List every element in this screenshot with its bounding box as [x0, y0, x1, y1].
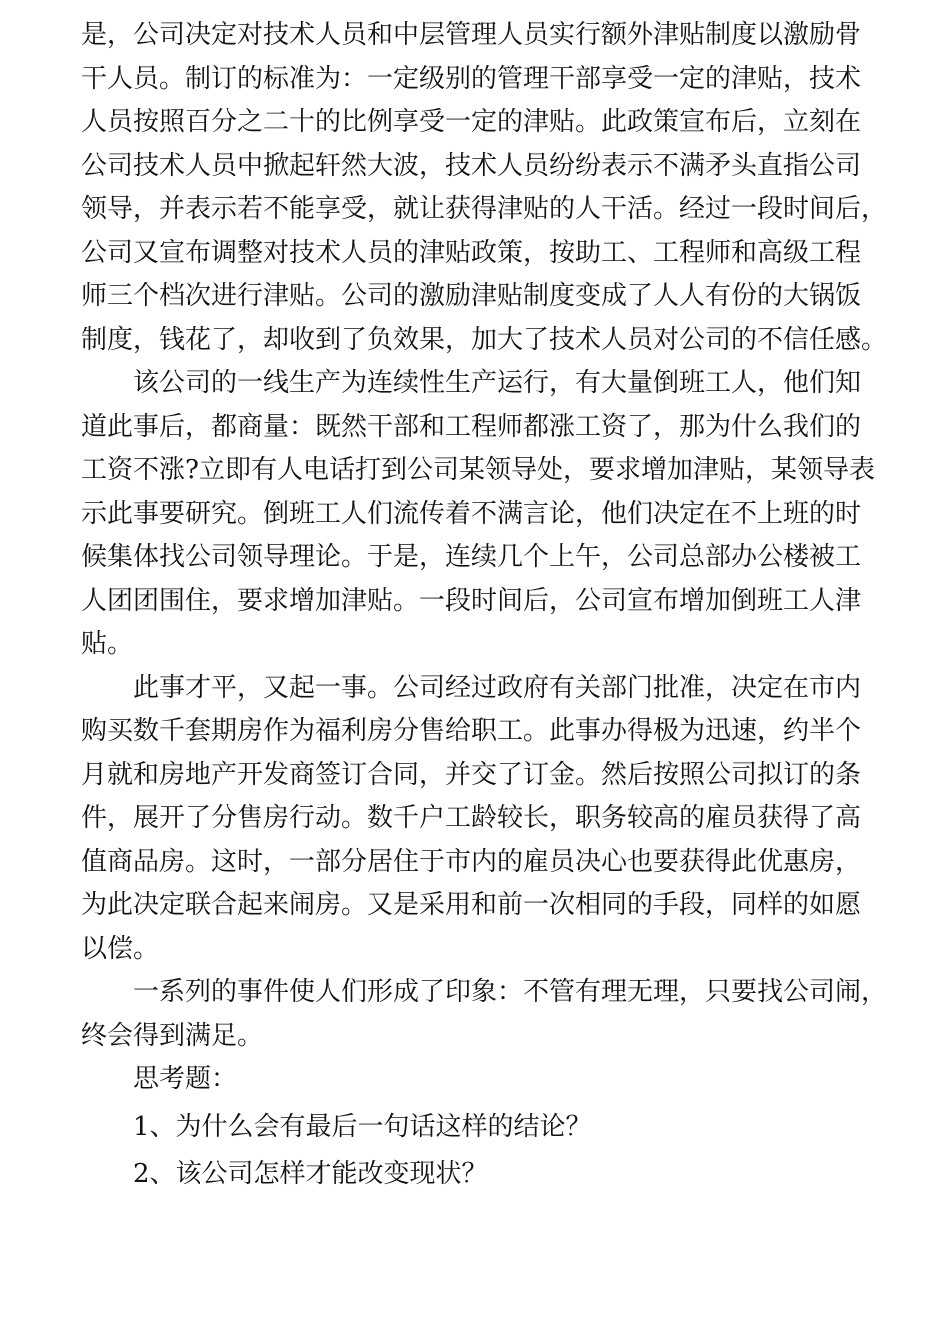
text-line: 师三个档次进行津贴。公司的激励津贴制度变成了人人有份的大锅饭: [81, 281, 862, 311]
question-item-1: 1、为什么会有最后一句话这样的结论？: [133, 1111, 592, 1142]
paragraph-3: [81, 667, 881, 972]
text-line: 终会得到满足。: [81, 1020, 264, 1051]
text-line: 人团团围住，要求增加津贴。一段时间后，公司宣布增加倒班工人津: [81, 585, 862, 616]
text-line: 公司技术人员中掀起轩然大波，技术人员纷纷表示不满矛头直指公司: [81, 150, 862, 181]
text-line: 月就和房地产开发商签订合同，并交了订金。然后按照公司拟订的条: [81, 759, 862, 790]
questions-section: [81, 1058, 881, 1197]
text-line: 工资不涨?立即有人电话打到公司某领导处，要求增加津贴，某领导表: [81, 455, 875, 485]
text-line: 以偿。: [81, 933, 160, 964]
text-line: 候集体找公司领导理论。于是，连续几个上午，公司总部办公楼被工: [81, 542, 862, 572]
paragraph-4: [81, 971, 888, 1058]
text-line: 制度，钱花了，却收到了负效果，加大了技术人员对公司的不信任感。: [81, 324, 888, 355]
text-line: 人员按照百分之二十的比例享受一定的津贴。此政策宣布后，立刻在: [81, 107, 862, 137]
text-line: 干人员。制订的标准为：一定级别的管理干部享受一定的津贴，技术: [81, 63, 862, 94]
paragraph-2: [81, 362, 881, 667]
text-line: 公司又宣布调整对技术人员的津贴政策，按助工、工程师和高级工程: [81, 237, 862, 268]
paragraph-1: [81, 14, 888, 362]
text-line: 一系列的事件使人们形成了印象：不管有理无理，只要找公司闹，: [133, 977, 888, 1007]
questions-heading: 思考题：: [133, 1064, 238, 1094]
text-line: 为此决定联合起来闹房。又是采用和前一次相同的手段，同样的如愿: [81, 890, 862, 920]
text-line: 是，公司决定对技术人员和中层管理人员实行额外津贴制度以激励骨: [81, 20, 862, 50]
text-line: 该公司的一线生产为连续性生产运行，有大量倒班工人，他们知: [133, 368, 862, 398]
text-line: 购买数千套期房作为福利房分售给职工。此事办得极为迅速，约半个: [81, 716, 862, 746]
text-line: 此事才平，又起一事。公司经过政府有关部门批准，决定在市内: [133, 672, 862, 703]
document-body: [81, 14, 888, 1197]
text-line: 贴。: [81, 629, 134, 659]
text-line: 道此事后，都商量：既然干部和工程师都涨工资了，那为什么我们的: [81, 411, 862, 442]
text-line: 领导，并表示若不能享受，就让获得津贴的人干活。经过一段时间后，: [81, 194, 888, 224]
question-item-2: 2、该公司怎样才能改变现状？: [133, 1159, 488, 1189]
text-line: 值商品房。这时，一部分居住于市内的雇员决心也要获得此优惠房，: [81, 846, 862, 877]
text-line: 件，展开了分售房行动。数千户工龄较长，职务较高的雇员获得了高: [81, 803, 862, 833]
text-line: 示此事要研究。倒班工人们流传着不满言论，他们决定在不上班的时: [81, 498, 862, 529]
